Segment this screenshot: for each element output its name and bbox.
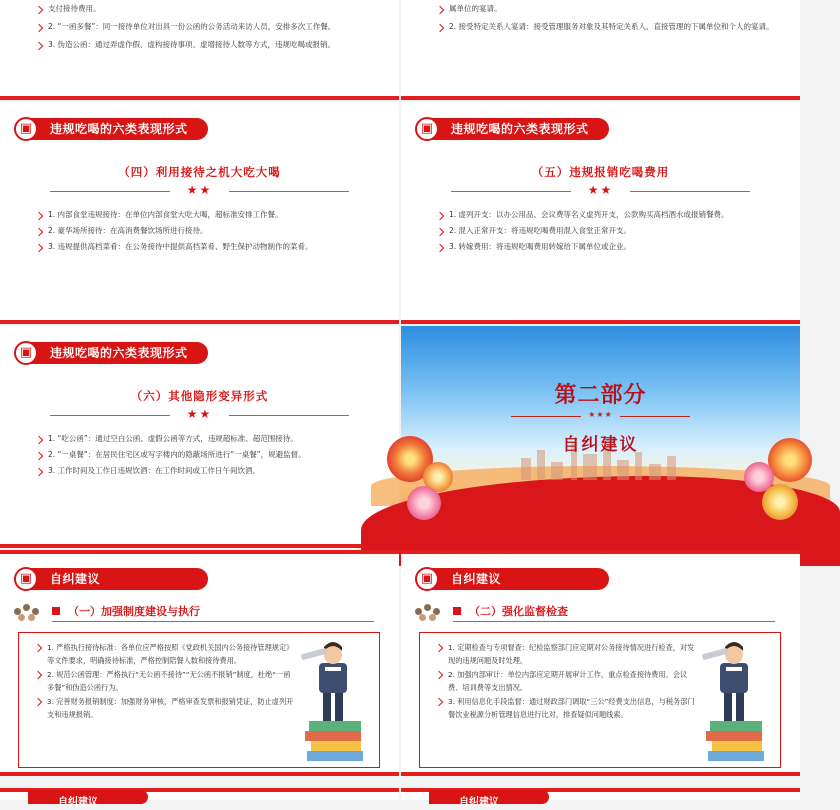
person-with-telescope-icon (700, 633, 770, 767)
list-item: 1. 内部食堂违规接待：在单位内部食堂大吃大喝，超标准安排工作餐。 (36, 208, 375, 222)
slide-bottom-left (0, 788, 399, 808)
list-item: 1. “吃公函”：通过空白公函、虚假公函等方式，违规超标准、超范围接待。 (36, 432, 375, 446)
list-item: 3. 利用信息化手段监督：通过财政部门调取“三公”经费支出信息，与税务部门餐饮业税源分析管理信息进行比对，排查疑似问题线索。 (436, 695, 698, 721)
red-bar (0, 544, 399, 548)
flower-decoration (762, 484, 798, 520)
item-list (436, 641, 698, 722)
list-item: 2. 豪华场所接待：在高消费餐饮场所进行接待。 (36, 224, 375, 238)
slide-header (10, 566, 215, 592)
star-icon: ★★ (186, 407, 213, 421)
flower-decoration (407, 486, 441, 520)
slide-advice-one (0, 550, 399, 776)
list-item: 3. 违规提供高档菜肴：在公务接待中提供高档菜肴、野生保护动物制作的菜肴。 (36, 240, 375, 254)
section-title-text: （一）加强制度建设与执行 (68, 605, 200, 618)
header-ribbon (429, 790, 549, 808)
header-text: 自纠建议 (451, 572, 502, 586)
header-text: 自纠建议 (58, 797, 98, 808)
red-bar (401, 320, 800, 324)
content-box (18, 632, 380, 768)
section-title (24, 602, 374, 622)
cover-title: 第二部分 (554, 383, 647, 408)
star-icon: ★★ (587, 183, 614, 197)
slide-header (10, 340, 215, 366)
slide-top-left (0, 0, 399, 100)
person-with-telescope-icon (299, 633, 369, 767)
list-item: 1. 定期检查与专项督查：纪检监察部门应定期对公务接待情况进行检查，对发现的违规问题及时处理。 (436, 641, 698, 667)
book-icon: ▣ (415, 117, 439, 141)
item-list (437, 2, 776, 34)
red-bar (0, 772, 399, 776)
list-item: 2. “一桌餐”：在居民住宅区或写字楼内的隐蔽场所进行“一桌餐”，规避监督。 (36, 448, 375, 462)
list-item: 3. 工作时间及工作日违规饮酒：在工作时间或工作日午间饮酒。 (36, 464, 375, 478)
list-item: 2. “一函多餐”：同一接待单位对出具一份公函的公务活动来访人员，安排多次工作餐。 (36, 20, 375, 34)
star-divider (50, 407, 349, 422)
slide-header (411, 566, 616, 592)
list-item: 属单位的宴请。 (437, 2, 776, 16)
header-text: 违规吃喝的六类表现形式 (50, 122, 188, 136)
slide-subtitle: （五）违规报销吃喝费用 (531, 165, 670, 179)
slide-advice-two (401, 550, 800, 776)
slide-four (0, 102, 399, 324)
red-bar (0, 96, 399, 100)
list-item: 1. 虚列开支：以办公用品、会议费等名义虚列开支，公款购买高档酒水或报销餐费。 (437, 208, 776, 222)
section-title (425, 602, 775, 622)
item-list (36, 2, 375, 52)
list-item: 2. 加强内部审计：单位内部应定期开展审计工作，重点检查接待费用、会议费、培训费等支出情况。 (436, 668, 698, 694)
red-bar (0, 550, 399, 554)
list-item: 3. 完善财务报销制度：加强财务审核，严格审查发票和报销凭证，防止虚列开支和违规报销。 (35, 695, 297, 721)
slide-header (411, 116, 616, 142)
red-bar (401, 96, 800, 100)
book-icon: ▣ (14, 117, 38, 141)
star-icon: ★★★ (588, 410, 613, 419)
slide-six (0, 326, 399, 548)
red-bar (401, 550, 800, 554)
star-divider (50, 183, 349, 198)
header-text: 自纠建议 (50, 572, 101, 586)
header-text: 自纠建议 (459, 797, 499, 808)
slide-header (10, 116, 215, 142)
book-icon: ▣ (415, 567, 439, 591)
header-text: 违规吃喝的六类表现形式 (50, 346, 188, 360)
book-icon: ▣ (14, 341, 38, 365)
red-bar (401, 772, 800, 776)
star-icon: ★★ (186, 183, 213, 197)
item-list (35, 641, 297, 722)
slide-subtitle: （六）其他隐形变异形式 (130, 389, 269, 403)
list-item: 3. 伪造公函：通过弄虚作假、虚构接待事项、虚增接待人数等方式，违规吃喝或报销。 (36, 38, 375, 52)
star-divider (511, 412, 690, 422)
list-item: 支付接待费用。 (36, 2, 375, 16)
slide-subtitle: （四）利用接待之机大吃大喝 (118, 165, 281, 179)
star-divider (451, 183, 750, 198)
item-list (36, 432, 375, 480)
header-ribbon (28, 790, 148, 808)
list-item: 2. 规范公函管理：严格执行“无公函不接待”“无公函不报销”制度，杜绝“一函多餐”和伪造公函行为。 (35, 668, 297, 694)
item-list (437, 208, 776, 256)
slide-top-right (401, 0, 800, 100)
cover-subtitle: 自纠建议 (562, 435, 639, 455)
list-item: 2. 混入正常开支：将违规吃喝费用混入食堂正常开支。 (437, 224, 776, 238)
section-title-text: （二）强化监督检查 (469, 605, 568, 618)
item-list (36, 208, 375, 256)
book-icon: ▣ (14, 567, 38, 591)
list-item: 1. 严格执行接待标准：各单位应严格按照《党政机关国内公务接待管理规定》等文件要求，明确接待标准，严格控制陪餐人数和接待费用。 (35, 641, 297, 667)
header-text: 违规吃喝的六类表现形式 (451, 122, 589, 136)
list-item: 2. 接受特定关系人宴请：接受管理服务对象及其特定关系人、直接管理的下属单位和个人的宴请。 (437, 20, 776, 34)
red-bar (0, 320, 399, 324)
content-box (419, 632, 781, 768)
slide-part-two-cover (401, 326, 800, 548)
slide-five (401, 102, 800, 324)
slide-bottom-right (401, 788, 800, 808)
list-item: 3. 转嫁费用：将违规吃喝费用转嫁给下属单位或企业。 (437, 240, 776, 254)
